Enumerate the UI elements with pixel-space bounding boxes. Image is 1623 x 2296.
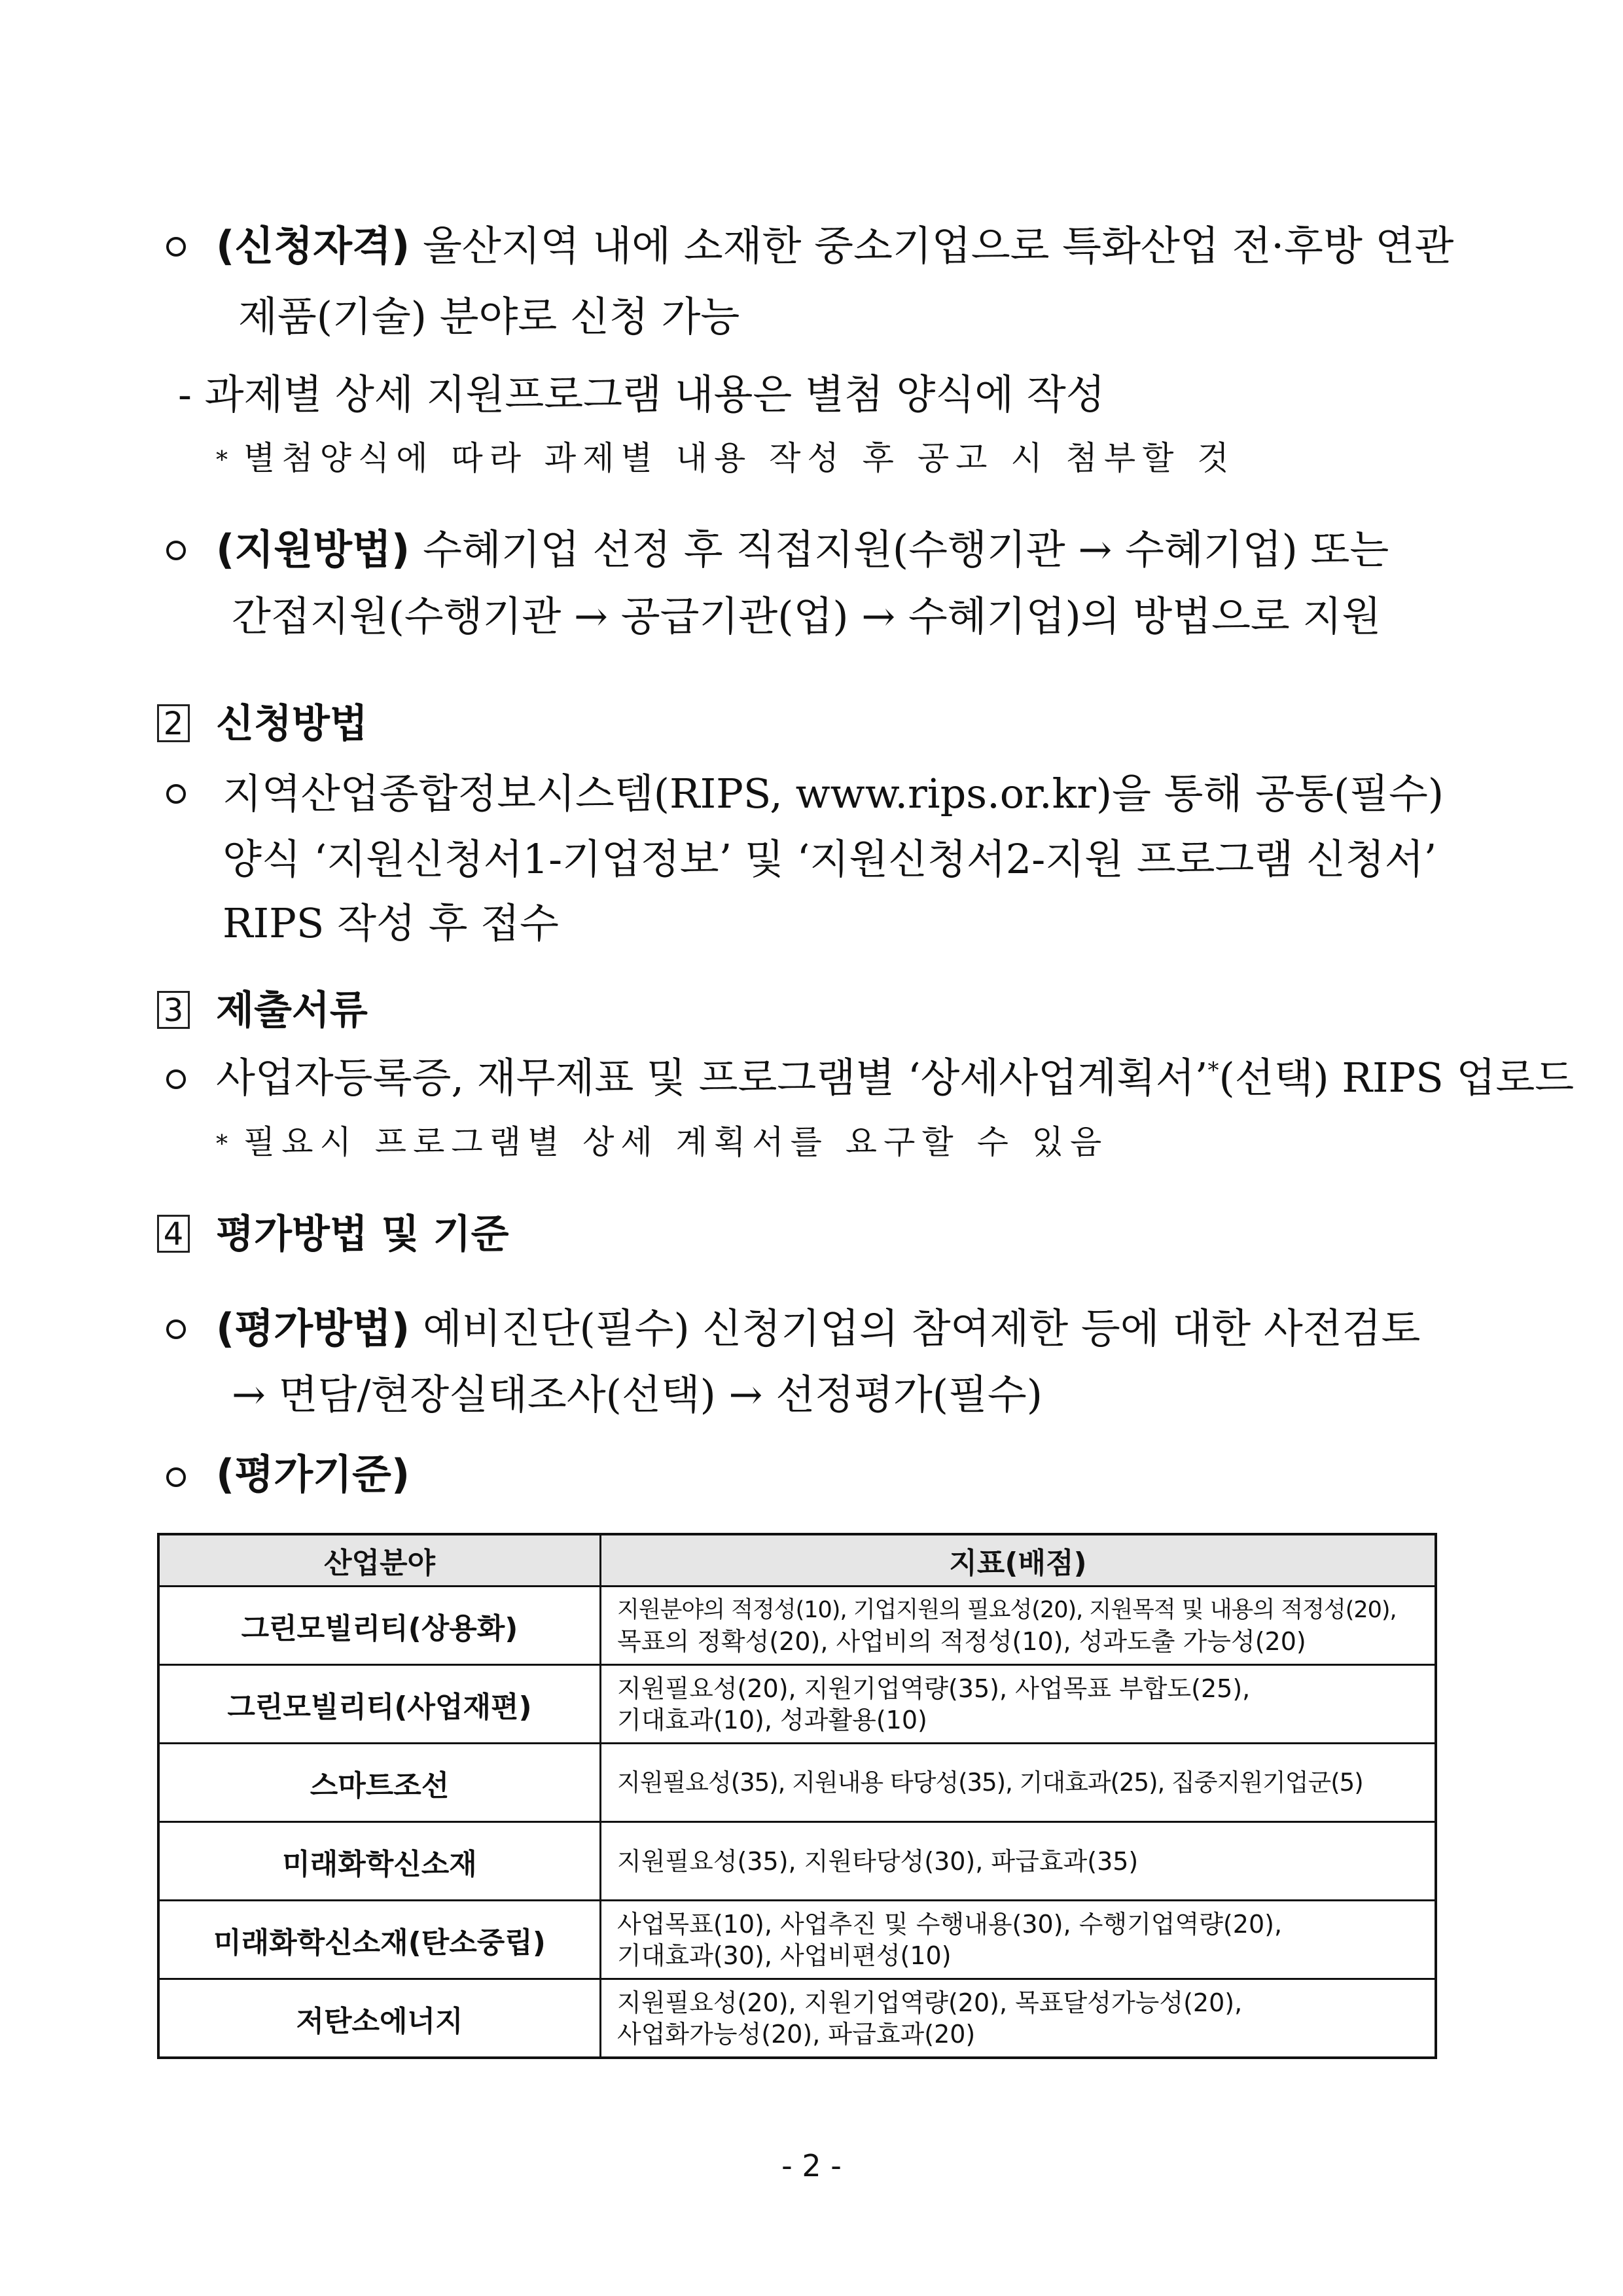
table-row	[158, 1587, 1436, 1665]
documents-note: * 필요시 프로그램별 상세 계획서를 요구할 수 있음	[216, 1123, 1109, 1161]
section-title-evaluation: 평가방법 및 기준	[216, 1211, 509, 1257]
bullet-application	[166, 784, 186, 804]
industry-cell: 미래화학신소재(탄소중립)	[158, 1901, 601, 1979]
criteria-cell: 지원필요성(20), 지원기업역량(35), 사업목표 부합도(25), 기대효과(10), 성과활용(10)	[601, 1665, 1436, 1744]
criteria-cell: 지원필요성(35), 지원타당성(30), 파급효과(35)	[601, 1822, 1436, 1901]
industry-cell: 스마트조선	[158, 1744, 601, 1822]
table-row	[158, 1979, 1436, 2058]
note-marker: *	[216, 447, 228, 474]
criteria-cell: 지원필요성(20), 지원기업역량(20), 목표달성가능성(20), 사업화가능성(20), 파급효과(20)	[601, 1979, 1436, 2058]
page-number: - 2 -	[781, 2148, 842, 2183]
bullet-documents	[166, 1069, 186, 1089]
criteria-cell: 지원필요성(35), 지원내용 타당성(35), 기대효과(25), 집중지원기업군(5)	[601, 1744, 1436, 1822]
section-number-box: 2	[157, 704, 190, 742]
evaluation-method-line-1: (평가방법) 예비진단(필수) 신청기업의 참여제한 등에 대한 사전검토	[216, 1304, 1421, 1352]
bullet-support-method	[166, 541, 186, 560]
bullet-evaluation-criteria	[166, 1467, 186, 1487]
table-row	[158, 1822, 1436, 1901]
eligibility-note: * 별첨양식에 따라 과제별 내용 작성 후 공고 시 첨부할 것	[216, 439, 1236, 477]
table-row	[158, 1665, 1436, 1744]
support-method-line-2: 간접지원(수행기관 → 공급기관(업) → 수혜기업)의 방법으로 지원	[232, 592, 1382, 640]
industry-cell: 그린모빌리티(상용화)	[158, 1587, 601, 1665]
support-method-label: (지원방법)	[216, 526, 410, 573]
industry-cell: 그린모빌리티(사업재편)	[158, 1665, 601, 1744]
header-industry: 산업분야	[158, 1534, 601, 1587]
criteria-cell: 사업목표(10), 사업추진 및 수행내용(30), 수행기업역량(20), 기대효과(30), 사업비편성(10)	[601, 1901, 1436, 1979]
table-row	[158, 1744, 1436, 1822]
criteria-cell: 지원분야의 적정성(10), 기업지원의 필요성(20), 지원목적 및 내용의 적정성(20), 목표의 정확성(20), 사업비의 적정성(10), 성과도출 가능성(20)	[601, 1587, 1436, 1665]
support-method-text-1: 수혜기업 선정 후 직접지원(수행기관 → 수혜기업) 또는	[422, 526, 1389, 573]
table-row	[158, 1901, 1436, 1979]
eligibility-line-2: 제품(기술) 분야로 신청 가능	[238, 293, 740, 340]
support-method-line-1	[216, 526, 1389, 573]
application-line-1: 지역산업종합정보시스템(RIPS, www.rips.or.kr)을 통해 공통(필수)	[223, 770, 1444, 817]
application-line-3: RIPS 작성 후 접수	[223, 899, 559, 947]
eligibility-dash-line: - 과제별 상세 지원프로그램 내용은 별첨 양식에 작성	[178, 370, 1105, 418]
evaluation-method-line-2: → 면담/현장실태조사(선택) → 선정평가(필수)	[232, 1371, 1043, 1418]
application-line-2: 양식 ‘지원신청서1-기업정보’ 및 ‘지원신청서2-지원 프로그램 신청서’	[223, 835, 1437, 883]
evaluation-criteria-label: (평가기준)	[216, 1450, 410, 1498]
eligibility-line-1	[216, 222, 1454, 270]
section-title-documents: 제출서류	[216, 988, 368, 1033]
section-number-box: 3	[157, 991, 190, 1029]
evaluation-method-label: (평가방법)	[216, 1304, 410, 1352]
evaluation-criteria-table	[157, 1533, 1437, 2059]
section-number-box: 4	[157, 1215, 190, 1253]
documents-line-1: 사업자등록증, 재무제표 및 프로그램별 ‘상세사업계획서’*(선택) RIPS 업로드	[216, 1054, 1575, 1102]
bullet-eligibility	[166, 237, 186, 257]
section-title-application: 신청방법	[216, 701, 368, 747]
industry-cell: 저탄소에너지	[158, 1979, 601, 2058]
note-marker: *	[216, 1131, 228, 1158]
table-header-row	[158, 1534, 1436, 1587]
header-criteria: 지표(배점)	[601, 1534, 1436, 1587]
industry-cell: 미래화학신소재	[158, 1822, 601, 1901]
eligibility-text-1: 울산지역 내에 소재한 중소기업으로 특화산업 전·후방 연관	[422, 222, 1454, 270]
eligibility-label: (신청자격)	[216, 222, 410, 270]
bullet-evaluation-method	[166, 1319, 186, 1339]
